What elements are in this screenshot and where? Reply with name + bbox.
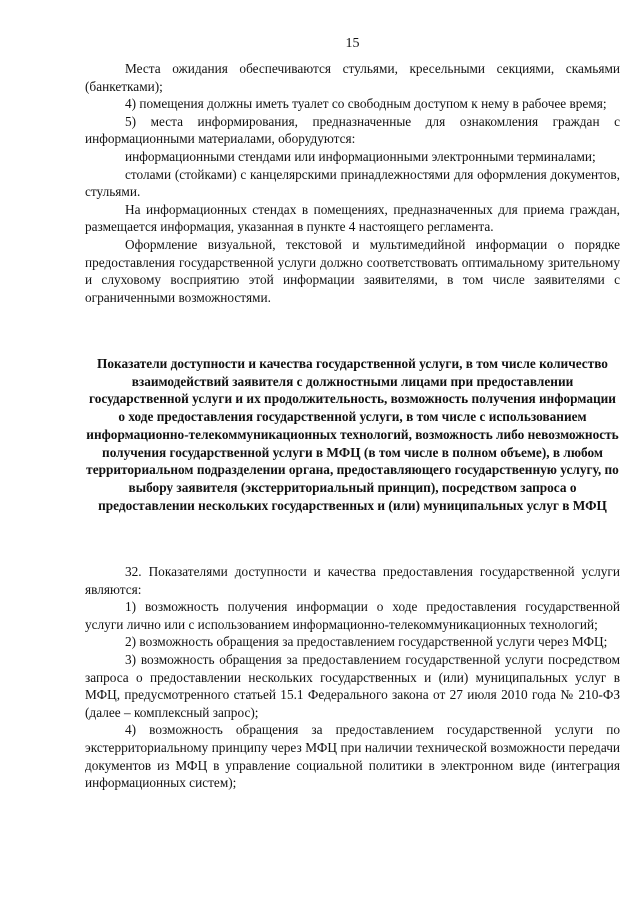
paragraph-item-32: 32. Показателями доступности и качества предоставления государственной услуги являются: xyxy=(85,564,620,597)
page-number: 15 xyxy=(345,36,360,51)
paragraph-indicator-4: 4) возможность обращения за предоставлением государственной услуги по экстерриториальному принципу через МФЦ при наличии технической возможности передачи документов из МФЦ в управление социальной политики в электронном виде (интеграция информационных систем); xyxy=(85,722,620,791)
lower-text-block xyxy=(85,563,620,792)
paragraph-indicator-2: 2) возможность обращения за предоставлением государственной услуги через МФЦ; xyxy=(125,634,608,650)
paragraph-stand-info: На информационных стендах в помещениях, предназначенных для приема граждан, размещается информация, указанная в пункте 4 настоящего регламента. xyxy=(85,201,620,235)
paragraph-toilet: 4) помещения должны иметь туалет со свободным доступом к нему в рабочее время; xyxy=(125,96,607,112)
paragraph-design: Оформление визуальной, текстовой и мультимедийной информации о порядке предоставления государственной услуги должно соответствовать оптимальному зрительному и слуховому восприятию этой информации заявителями, в том числе заявителями с ограниченными возможностями. xyxy=(85,236,620,305)
section-heading: Показатели доступности и качества государственной услуги, в том числе количество взаимодействий заявителя с должностными лицами при предоставлении государственной услуги и их продолжительность, возможность получения информации о ходе предоставления государственной услуги, в том числе с использованием информационно-телекоммуникационных технологий, возможность либо невозможность получения государственной услуги в МФЦ (в том числе в полном объеме), в любом территориальном подразделении органа, предоставляющего государственную услугу, по выбору заявителя (экстерриториальный принцип), посредством запроса о предоставлении нескольких государственных и (или) муниципальных услуг в МФЦ xyxy=(86,356,619,513)
paragraph-info-stands: информационными стендами или информационными электронными терминалами; xyxy=(125,148,596,164)
paragraph-indicator-3: 3) возможность обращения за предоставлением государственной услуги посредством запроса о предоставлении нескольких государственных и (или) муниципальных услуг в МФЦ, предусмотренного статьей 15.1 Федерального закона от 27 июля 2010 года № 210-ФЗ (далее – комплексный запрос); xyxy=(85,651,620,720)
paragraph-indicator-1: 1) возможность получения информации о ходе предоставления государственной услуги лично или с использованием информационно-телекоммуникационных технологий; xyxy=(85,599,620,632)
paragraph-waiting-places: Места ожидания обеспечиваются стульями, кресельными секциями, скамьями (банкетками); xyxy=(85,61,620,94)
upper-text-block xyxy=(85,60,620,306)
paragraph-tables: столами (стойками) с канцелярскими принадлежностями для оформления документов, стульями. xyxy=(85,166,620,200)
paragraph-info-places: 5) места информирования, предназначенные для ознакомления граждан с информационными материалами, оборудуются: xyxy=(85,113,620,147)
